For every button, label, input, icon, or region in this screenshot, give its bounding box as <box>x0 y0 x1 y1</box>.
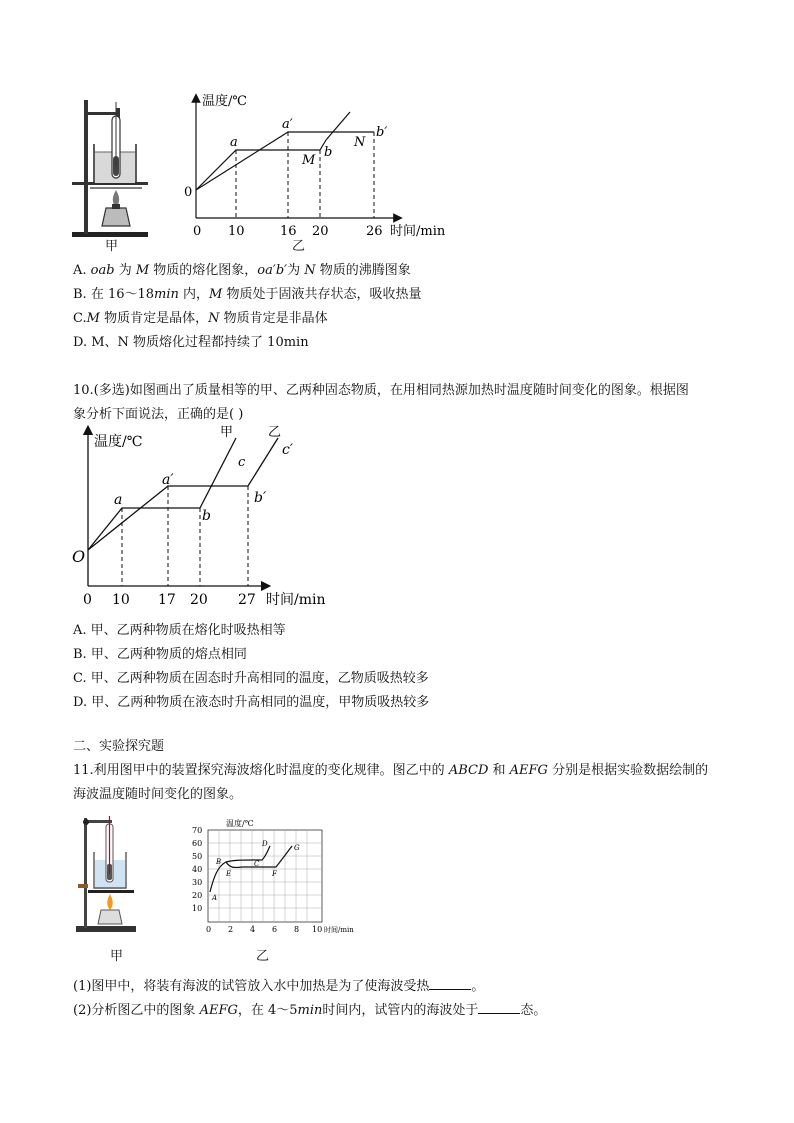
q11-y-axis-label: 温度/℃ <box>226 819 254 828</box>
q10-option-b: B. 甲、乙两种物质的熔点相同 <box>73 647 247 662</box>
q10-graph <box>68 424 348 614</box>
q9-point-a: a <box>230 135 238 150</box>
q11-xtick-0: 0 <box>206 925 212 934</box>
q9-point-N: N <box>354 135 366 150</box>
q11-ytick-70: 70 <box>192 826 203 835</box>
q11-stem-line1: 11.利用图甲中的装置探究海波熔化时温度的变化规律。图乙中的 ABCD 和 AEFG 分别是根据实验数据绘制的 <box>73 763 709 778</box>
q10-tick-27: 27 <box>238 592 256 608</box>
q10-point-a-prime: a′ <box>162 472 174 488</box>
q10-option-a: A. 甲、乙两种物质在熔化时吸热相等 <box>73 623 286 638</box>
q10-option-c: C. 甲、乙两种物质在固态时升高相同的温度，乙物质吸热较多 <box>73 671 429 686</box>
q10-tick-17: 17 <box>158 592 176 608</box>
q10-tick-20: 20 <box>190 592 208 608</box>
q11-xtick-10: 10 <box>312 925 323 934</box>
q11-point-C: C <box>254 860 260 868</box>
q9-point-a-prime: a′ <box>282 117 293 132</box>
q10-curve-jia <box>88 438 236 550</box>
q10-x-axis-label: 时间/min <box>266 592 326 608</box>
q9-tick-16: 16 <box>280 224 297 239</box>
q9-tick-10: 10 <box>228 224 245 239</box>
q9-y-axis-label: 温度/℃ <box>202 94 247 109</box>
q11-xtick-8: 8 <box>294 925 300 934</box>
q10-origin: O <box>72 547 86 566</box>
q11-point-E: E <box>226 870 232 878</box>
q9-x-axis-label: 时间/min <box>390 224 446 239</box>
q11-point-D: D <box>262 840 268 848</box>
q9-apparatus-figure <box>70 96 152 248</box>
section-title-experiment: 二、实验探究题 <box>73 739 165 754</box>
q10-point-b-prime: b′ <box>254 490 267 506</box>
q9-origin: 0 <box>184 185 193 200</box>
q9-point-b-prime: b′ <box>376 125 388 140</box>
q11-ytick-10: 10 <box>192 904 203 913</box>
q11-ytick-40: 40 <box>192 865 203 874</box>
q11-x-axis-label: 时间/min <box>324 926 354 934</box>
svg-text:0: 0 <box>193 224 202 239</box>
q11-xtick-4: 4 <box>250 925 256 934</box>
q11-xtick-6: 6 <box>272 925 278 934</box>
q11-graph-label: 乙 <box>256 949 270 964</box>
q10-option-d: D. 甲、乙两种物质在液态时升高相同的温度，甲物质吸热较多 <box>73 695 430 710</box>
q11-point-G: G <box>294 844 300 852</box>
q9-point-b: b <box>324 145 333 160</box>
q9-point-M: M <box>302 153 316 168</box>
q9-graph <box>180 92 450 252</box>
q11-ytick-20: 20 <box>192 891 203 900</box>
q11-sub1: (1)图甲中，将装有海波的试管放入水中加热是为了使海波受热 。 <box>73 976 484 996</box>
q10-point-c: c <box>238 455 246 470</box>
q11-point-F: F <box>272 870 277 878</box>
q10-point-b: b <box>202 508 211 524</box>
q11-point-B: B <box>216 858 222 866</box>
q11-ytick-30: 30 <box>192 878 203 887</box>
q11-answer-blank-1[interactable] <box>429 976 471 990</box>
q10-point-a: a <box>114 492 123 508</box>
q10-x0: 0 <box>83 592 92 608</box>
q9-tick-26: 26 <box>366 224 383 239</box>
q9-option-a: A. oab 为 M 物质的熔化图象，oa′b′为 N 物质的沸腾图象 <box>73 263 411 278</box>
q10-label-jia: 甲 <box>220 425 234 440</box>
q10-point-c-prime: c′ <box>282 442 294 458</box>
q9-apparatus-label: 甲 <box>105 239 119 254</box>
q9-graph-label: 乙 <box>292 239 306 254</box>
q10-label-yi: 乙 <box>268 425 282 440</box>
q9-option-d: D. M、N 物质熔化过程都持续了 10min <box>73 335 309 350</box>
q10-stem-line1: 10.(多选)如图画出了质量相等的甲、乙两种固态物质，在用相同热源加热时温度随时间变化的图象。根据图 <box>73 383 689 398</box>
q10-tick-10: 10 <box>112 592 130 608</box>
q10-stem-line2: 象分析下面说法，正确的是( ) <box>73 407 244 422</box>
q11-apparatus-label: 甲 <box>110 949 124 964</box>
q11-point-A: A <box>212 894 218 902</box>
q9-option-b: B. 在 16～18min 内，M 物质处于固液共存状态，吸收热量 <box>73 287 422 302</box>
q9-tick-20: 20 <box>312 224 329 239</box>
q11-stem-line2: 海波温度随时间变化的图象。 <box>73 787 243 802</box>
q11-graph <box>190 816 370 938</box>
q11-sub2: (2)分析图乙中的图象 AEFG，在 4～5min时间内，试管内的海波处于 态。 <box>73 1000 546 1020</box>
q11-apparatus-figure <box>74 814 140 938</box>
q9-option-c: C.M 物质肯定是晶体，N 物质肯定是非晶体 <box>73 311 328 326</box>
q10-y-axis-label: 温度/℃ <box>94 434 143 450</box>
q11-ytick-60: 60 <box>192 839 203 848</box>
q11-answer-blank-2[interactable] <box>478 1000 520 1014</box>
q11-xtick-2: 2 <box>228 925 234 934</box>
q11-ytick-50: 50 <box>192 852 203 861</box>
q9-curve-N <box>196 132 374 190</box>
